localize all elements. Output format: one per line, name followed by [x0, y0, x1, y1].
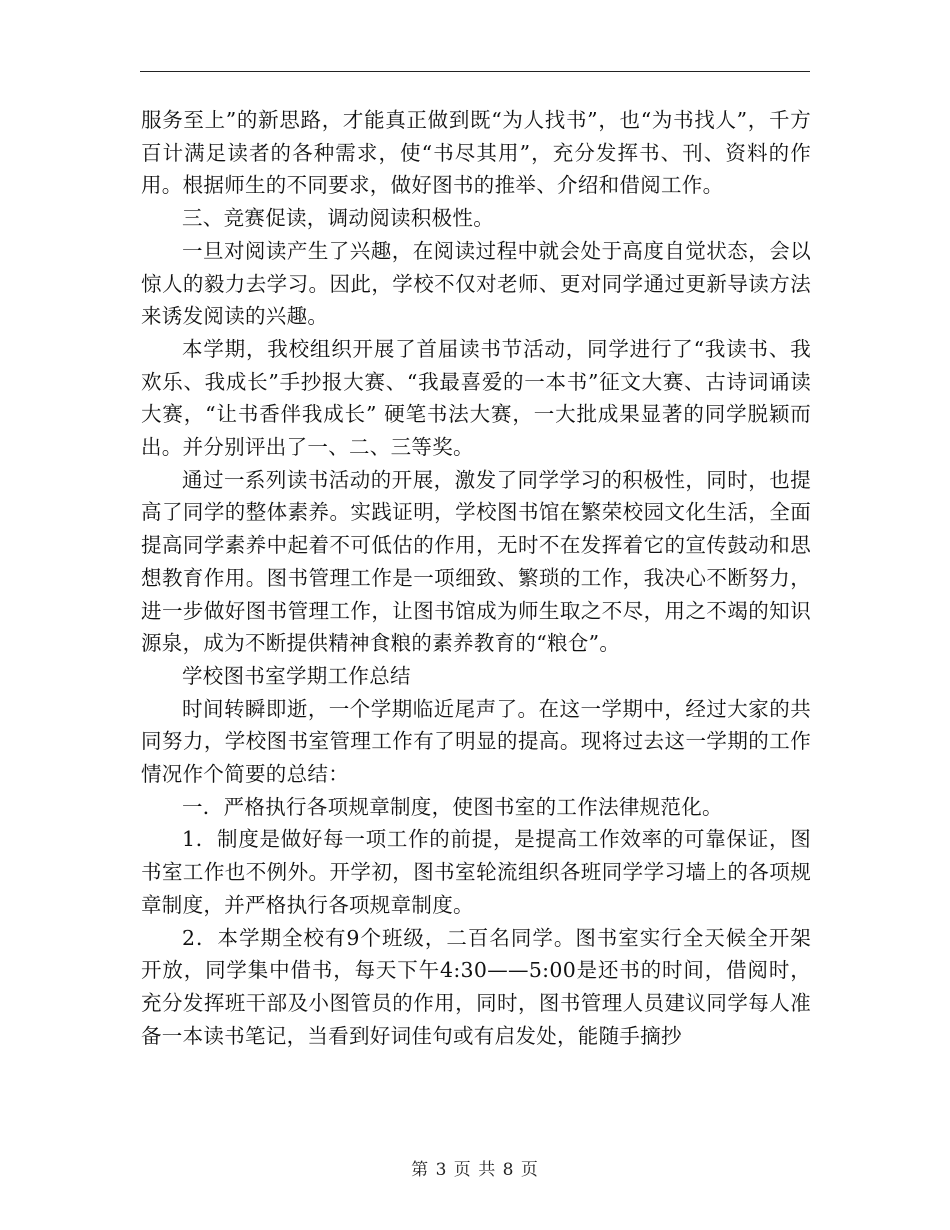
document-title: 学校图书室学期工作总结 — [182, 663, 411, 688]
header-rule — [140, 71, 810, 72]
section-heading: 一．严格执行各项规章制度，使图书室的工作法律规范化。 — [182, 794, 723, 819]
paragraph: 服务至上”的新思路，才能真正做到既“为人找书”，也“为书找人”，千方百计满足读者的各种需求，使“书尽其用”，充分发挥书、刊、资料的作用。根据师生的不同要求，做好图书的推举、介绍和借阅工作。 — [141, 108, 811, 198]
document-body — [141, 104, 811, 1052]
paragraph: 通过一系列读书活动的开展，激发了同学学习的积极性，同时，也提高了同学的整体素养。实践证明，学校图书馆在繁荣校园文化生活，全面提高同学素养中起着不可低估的作用，无时不在发挥着它的宣传鼓动和思想教育作用。图书管理工作是一项细致、繁琐的工作，我决心不断努力，进一步做好图书管理工作，让图书馆成为师生取之不尽，用之不竭的知识源泉，成为不断提供精神食粮的素养教育的“粮仓”。 — [141, 467, 811, 656]
list-item: 1．制度是做好每一项工作的前提，是提高工作效率的可靠保证，图书室工作也不例外。开学初，图书室轮流组织各班同学学习墙上的各项规章制度，并严格执行各项规章制度。 — [141, 827, 811, 917]
paragraph: 一旦对阅读产生了兴趣，在阅读过程中就会处于高度自觉状态，会以惊人的毅力去学习。因此，学校不仅对老师、更对同学通过更新导读方法来诱发阅读的兴趣。 — [141, 238, 811, 329]
paragraph: 时间转瞬即逝，一个学期临近尾声了。在这一学期中，经过大家的共同努力，学校图书室管理工作有了明显的提高。现将过去这一学期的工作情况作个简要的总结： — [141, 696, 811, 787]
page-footer: 第 3 页 共 8 页 — [411, 1160, 539, 1180]
section-heading: 三、竞赛促读，调动阅读积极性。 — [182, 206, 494, 231]
list-item: 2．本学期全校有9个班级，二百名同学。图书室实行全天候全开架开放，同学集中借书，每天下午4:30——5:00是还书的时间，借阅时，充分发挥班干部及小图管员的作用，同时，图书管理人员建议同学每人准备一本读书笔记，当看到好词佳句或有启发处，能随手摘抄 — [141, 925, 811, 1048]
paragraph: 本学期，我校组织开展了首届读书节活动，同学进行了“我读书、我欢乐、我成长”手抄报大赛、“我最喜爱的一本书”征文大赛、古诗词诵读大赛，“让书香伴我成长” 硬笔书法大赛，一大批成果显著的同学脱颖而出。并分别评出了一、二、三等奖。 — [141, 336, 811, 460]
